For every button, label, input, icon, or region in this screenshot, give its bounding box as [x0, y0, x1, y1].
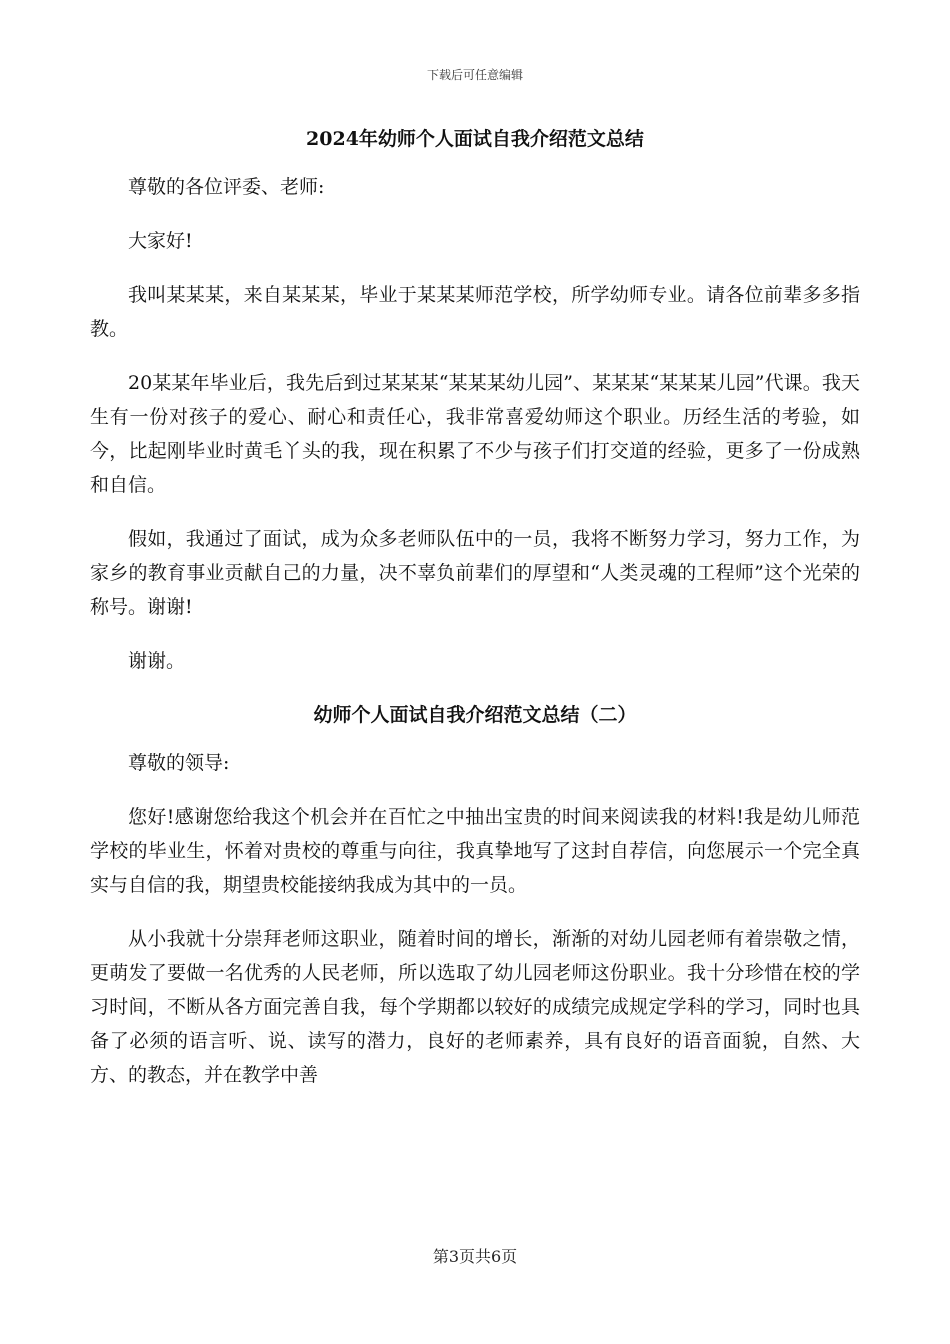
paragraph: 20某某年毕业后，我先后到过某某某“某某某幼儿园”、某某某“某某某儿园”代课。我天生有一份对孩子的爱心、耐心和责任心，我非常喜爱幼师这个职业。历经生活的考验，如今，比起刚毕业时黄毛丫头的我，现在积累了不少与孩子们打交道的经验，更多了一份成熟和自信。 [90, 372, 860, 496]
salutation: 尊敬的领导: [128, 752, 230, 774]
section-title-2: 幼师个人面试自我介绍范文总结（二） [313, 704, 637, 726]
paragraph: 您好!感谢您给我这个机会并在百忙之中抽出宝贵的时间来阅读我的材料!我是幼儿师范学校的毕业生，怀着对贵校的尊重与向往，我真挚地写了这封自荐信，向您展示一个完全真实与自信的我，期望贵校能接纳我成为其中的一员。 [90, 806, 860, 896]
document-body [90, 122, 860, 1112]
greeting: 大家好! [128, 230, 193, 252]
paragraph: 我叫某某某，来自某某某，毕业于某某某师范学校，所学幼师专业。请各位前辈多多指教。 [90, 284, 860, 340]
paragraph: 假如，我通过了面试，成为众多老师队伍中的一员，我将不断努力学习，努力工作，为家乡的教育事业贡献自己的力量，决不辜负前辈们的厚望和“人类灵魂的工程师”这个光荣的称号。谢谢! [90, 528, 860, 618]
section-title-1: 2024年幼师个人面试自我介绍范文总结 [306, 128, 644, 150]
paragraph: 从小我就十分崇拜老师这职业，随着时间的增长，渐渐的对幼儿园老师有着崇敬之情，更萌发了要做一名优秀的人民老师，所以选取了幼儿园老师这份职业。我十分珍惜在校的学习时间，不断从各方面完善自我，每个学期都以较好的成绩完成规定学科的学习，同时也具备了必须的语言听、说、读写的潜力，良好的老师素养，具有良好的语音面貌，自然、大方、的教态，并在教学中善 [90, 928, 860, 1086]
salutation: 尊敬的各位评委、老师: [128, 176, 325, 198]
page-number: 第3页共6页 [432, 1247, 518, 1266]
closing: 谢谢。 [128, 650, 186, 672]
header-note: 下载后可任意编辑 [426, 68, 523, 82]
